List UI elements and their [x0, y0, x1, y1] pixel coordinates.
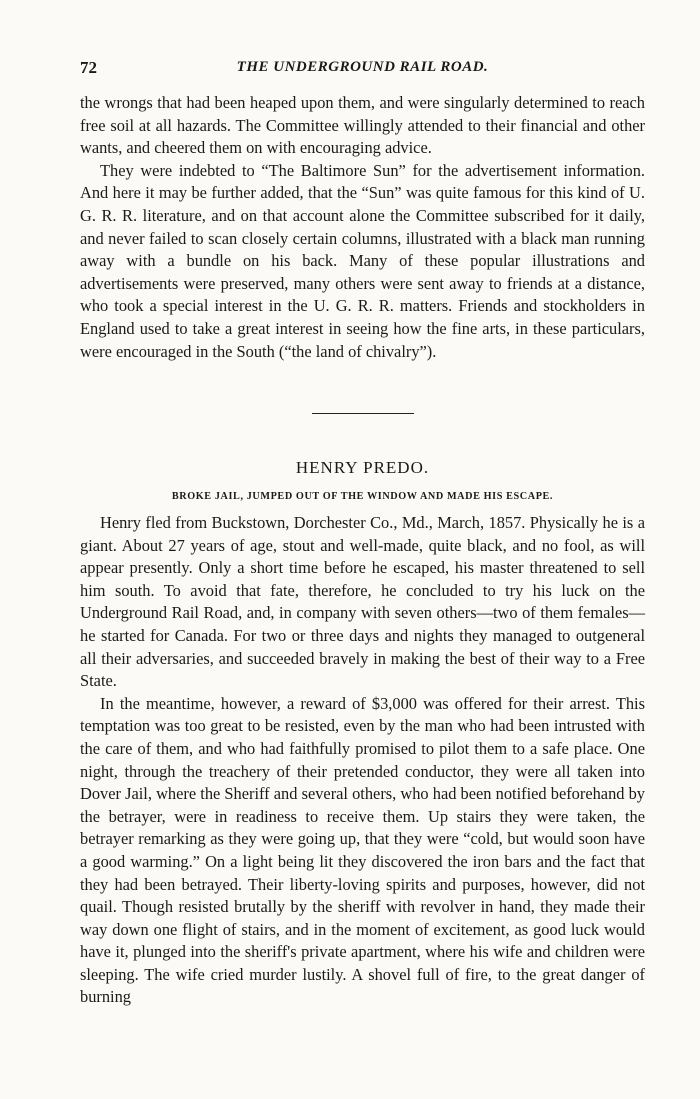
running-title: THE UNDERGROUND RAIL ROAD.: [236, 59, 489, 75]
intro-paragraph-1: the wrongs that had been heaped upon them, and were singularly determined to reach free soil at all hazards. The Committee willingly attended to their financial and other wants, and cheered them on with encouraging advice.: [80, 93, 645, 158]
chapter-title: HENRY PREDO.: [295, 458, 430, 477]
section-divider: [312, 413, 414, 414]
chapter-paragraph-1: Henry fled from Buckstown, Dorchester Co., Md., March, 1857. Physically he is a giant. About 27 years of age, stout and well-made, quite black, and no fool, as will appear presently. Only a short time before he escaped, his master threatened to sell him south. To avoid that fate, therefore, he concluded to try his luck on the Underground Rail Road, and, in company with seven others—two of them females—he started for Canada. For two or three days and nights they managed to outgeneral all their adversaries, and succeeded bravely in making the best of their way to a Free State.: [80, 513, 645, 691]
intro-text: [80, 92, 645, 363]
chapter-text: [80, 512, 645, 1009]
page-number: 72: [80, 58, 97, 77]
chapter-paragraph-2: In the meantime, however, a reward of $3,000 was offered for their arrest. This temptation was too great to be resisted, even by the man who had been intrusted with the care of them, and who had faithfully promised to pilot them to a safe place. One night, through the treachery of their pretended conductor, they were all taken into Dover Jail, where the Sheriff and several others, who had been notified beforehand by the betrayer, were in readiness to receive them. Up stairs they were taken, the betrayer remarking as they were going up, that they were “cold, but would soon have a good warming.” On a light being lit they discovered the iron bars and the fact that they had been betrayed. Their liberty-loving spirits and purposes, however, did not quail. Though resisted brutally by the sheriff with revolver in hand, they made their way down one flight of stairs, and in the moment of excitement, as good luck would have it, plunged into the sheriff's private apartment, where his wife and children were sleeping. The wife cried murder lustily. A shovel full of fire, to the great danger of burning: [80, 693, 645, 1007]
intro-paragraph-2: They were indebted to “The Baltimore Sun” for the advertisement information. And here it may be further added, that the “Sun” was quite famous for this kind of U. G. R. R. literature, and on that account alone the Committee subscribed for it daily, and never failed to scan closely certain columns, illustrated with a black man running away with a bundle on his back. Many of these popular illustrations and advertisements were preserved, many others were sent away to friends at a distance, who took a special interest in the U. G. R. R. matters. Friends and stockholders in England used to take a great interest in seeing how the fine arts, in these particulars, were encouraged in the South (“the land of chivalry”).: [80, 160, 645, 361]
chapter-subtitle: BROKE JAIL, JUMPED OUT OF THE WINDOW AND MADE HIS ESCAPE.: [171, 491, 554, 502]
page-header: [80, 58, 645, 80]
